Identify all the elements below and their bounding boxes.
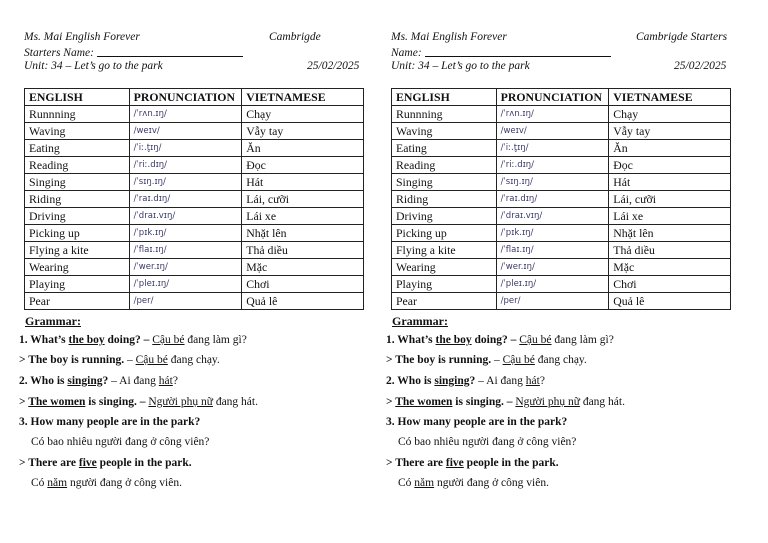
- date: 25/02/2025: [307, 60, 360, 72]
- cell-english: Riding: [25, 191, 130, 208]
- cell-english: Singing: [25, 174, 130, 191]
- cell-pronunciation: /ˈraɪ.dɪŋ/: [496, 191, 609, 208]
- cell-pronunciation: /ˈiː.t̬ɪŋ/: [129, 140, 242, 157]
- a2-text: is singing. –: [85, 396, 149, 408]
- cell-pronunciation: /ˈiː.t̬ɪŋ/: [496, 140, 609, 157]
- teacher-name: Ms. Mai English Forever: [24, 31, 140, 43]
- q1-text: doing? –: [471, 334, 520, 346]
- grammar-question-3-vi: Có bao nhiêu người đang ở công viên?: [398, 436, 577, 448]
- grammar-answer-1: [19, 354, 220, 366]
- grammar-question-1: [386, 334, 614, 346]
- a1-vi-underlined: Cậu bé: [502, 354, 535, 366]
- cell-vietnamese: Thả diều: [242, 242, 364, 259]
- cell-pronunciation: /per/: [129, 293, 242, 310]
- cell-english: Reading: [392, 157, 497, 174]
- q2-vi-text: – Ai đang: [475, 375, 526, 387]
- cell-pronunciation: /ˈflaɪ.ɪŋ/: [496, 242, 609, 259]
- cell-pronunciation: /ˈpɪk.ɪŋ/: [496, 225, 609, 242]
- cell-english: Pear: [25, 293, 130, 310]
- table-row: [25, 157, 364, 174]
- grammar-question-3-vi: Có bao nhiêu người đang ở công viên?: [31, 436, 210, 448]
- table-row: [25, 174, 364, 191]
- cell-vietnamese: Chơi: [242, 276, 364, 293]
- cell-english: Wearing: [392, 259, 497, 276]
- q1-underlined: the boy: [435, 334, 472, 346]
- q1-underlined: the boy: [68, 334, 105, 346]
- a3-text: people in the park.: [463, 457, 559, 469]
- grammar-question-1: [19, 334, 247, 346]
- table-row: [25, 242, 364, 259]
- cell-english: Picking up: [392, 225, 497, 242]
- grammar-question-3: 3. How many people are in the park?: [19, 416, 201, 428]
- a2-vi-text: đang hát.: [212, 396, 258, 408]
- a3-vi-text: người đang ở công viên.: [67, 477, 182, 489]
- cell-vietnamese: Quả lê: [242, 293, 364, 310]
- cell-vietnamese: Nhặt lên: [242, 225, 364, 242]
- cell-vietnamese: Vẫy tay: [609, 123, 731, 140]
- name-label: Starters Name:: [24, 47, 94, 59]
- q2-underlined: singing: [67, 375, 103, 387]
- col-vietnamese: VIETNAMESE: [242, 89, 364, 106]
- table-row: [392, 208, 731, 225]
- cell-pronunciation: /ˈflaɪ.ɪŋ/: [129, 242, 242, 259]
- table-row: [25, 225, 364, 242]
- cell-vietnamese: Chạy: [242, 106, 364, 123]
- cell-english: Flying a kite: [392, 242, 497, 259]
- cell-vietnamese: Ăn: [609, 140, 731, 157]
- grammar-question-2: [19, 375, 178, 387]
- a3-vi-underlined: năm: [414, 477, 435, 489]
- q1-vi-text: đang làm gì?: [551, 334, 614, 346]
- table-row: [392, 140, 731, 157]
- table-row: [392, 259, 731, 276]
- a3-vi-text: Có: [31, 477, 48, 489]
- table-row: [392, 106, 731, 123]
- cell-pronunciation: /ˈsɪŋ.ɪŋ/: [129, 174, 242, 191]
- grammar-answer-2: [19, 396, 258, 408]
- a2-underlined: The women: [28, 396, 86, 408]
- cell-pronunciation: /ˈpɪk.ɪŋ/: [129, 225, 242, 242]
- cell-english: Riding: [392, 191, 497, 208]
- a1-vi-text: đang chạy.: [167, 354, 220, 366]
- cell-vietnamese: Hát: [242, 174, 364, 191]
- table-row: [25, 276, 364, 293]
- cell-english: Runnning: [392, 106, 497, 123]
- a1-dash: –: [491, 354, 503, 366]
- cell-english: Driving: [25, 208, 130, 225]
- cell-vietnamese: Lái, cưỡi: [242, 191, 364, 208]
- grammar-answer-1: [386, 354, 587, 366]
- cell-pronunciation: /ˈwer.ɪŋ/: [129, 259, 242, 276]
- q2-vi-underlined: hát: [525, 375, 540, 387]
- student-name-row: [391, 45, 611, 59]
- cell-vietnamese: Hát: [609, 174, 731, 191]
- q1-vi-underlined: Cậu bé: [519, 334, 552, 346]
- cell-english: Picking up: [25, 225, 130, 242]
- course-name: Cambrigde: [269, 31, 321, 43]
- cell-vietnamese: Chơi: [609, 276, 731, 293]
- q2-text: ?: [102, 375, 109, 387]
- table-header-row: [25, 89, 364, 106]
- a3-underlined: five: [78, 457, 97, 469]
- cell-english: Flying a kite: [25, 242, 130, 259]
- vocab-table: [24, 88, 364, 310]
- q1-vi-underlined: Cậu bé: [152, 334, 185, 346]
- table-row: [392, 157, 731, 174]
- grammar-answer-3-vi: [398, 477, 549, 489]
- a1-text: > The boy is running.: [386, 354, 492, 366]
- cell-english: Driving: [392, 208, 497, 225]
- col-english: ENGLISH: [392, 89, 497, 106]
- a2-text: is singing. –: [452, 396, 516, 408]
- cell-english: Singing: [392, 174, 497, 191]
- q2-text: 2. Who is: [19, 375, 68, 387]
- cell-pronunciation: /weɪv/: [129, 123, 242, 140]
- cell-vietnamese: Lái xe: [609, 208, 731, 225]
- a3-underlined: five: [445, 457, 464, 469]
- a3-vi-text: Có: [398, 477, 415, 489]
- q2-text: ?: [469, 375, 476, 387]
- cell-vietnamese: Nhặt lên: [609, 225, 731, 242]
- table-row: [25, 106, 364, 123]
- q2-vi-text: ?: [539, 375, 545, 387]
- q2-vi-text: – Ai đang: [108, 375, 159, 387]
- worksheet-right: [367, 0, 751, 543]
- a3-vi-underlined: năm: [47, 477, 68, 489]
- q1-vi-text: đang làm gì?: [184, 334, 247, 346]
- a2-vi-underlined: Người phụ nữ: [148, 396, 213, 408]
- cell-pronunciation: /ˈsɪŋ.ɪŋ/: [496, 174, 609, 191]
- cell-english: Playing: [25, 276, 130, 293]
- cell-pronunciation: /ˈwer.ɪŋ/: [496, 259, 609, 276]
- table-row: [392, 225, 731, 242]
- cell-pronunciation: /ˈraɪ.dɪŋ/: [129, 191, 242, 208]
- q2-underlined: singing: [434, 375, 470, 387]
- grammar-question-3: 3. How many people are in the park?: [386, 416, 568, 428]
- cell-pronunciation: /ˈriː.dɪŋ/: [496, 157, 609, 174]
- vocab-table: [391, 88, 731, 310]
- a1-vi-text: đang chạy.: [534, 354, 587, 366]
- grammar-answer-2: [386, 396, 625, 408]
- q2-text: 2. Who is: [386, 375, 435, 387]
- name-line: [97, 45, 243, 57]
- a1-vi-underlined: Cậu bé: [135, 354, 168, 366]
- cell-vietnamese: Ăn: [242, 140, 364, 157]
- grammar-answer-3: [386, 457, 559, 469]
- cell-pronunciation: /ˈriː.dɪŋ/: [129, 157, 242, 174]
- grammar-answer-3: [19, 457, 192, 469]
- q2-vi-underlined: hát: [158, 375, 173, 387]
- cell-vietnamese: Lái, cưỡi: [609, 191, 731, 208]
- table-row: [392, 276, 731, 293]
- cell-english: Waving: [25, 123, 130, 140]
- table-header-row: [392, 89, 731, 106]
- unit-title: Unit: 34 – Let’s go to the park: [391, 60, 530, 72]
- cell-english: Waving: [392, 123, 497, 140]
- cell-pronunciation: /weɪv/: [496, 123, 609, 140]
- grammar-answer-3-vi: [31, 477, 182, 489]
- cell-vietnamese: Vẫy tay: [242, 123, 364, 140]
- cell-pronunciation: /ˈpleɪ.ɪŋ/: [129, 276, 242, 293]
- a2-vi-underlined: Người phụ nữ: [515, 396, 580, 408]
- col-english: ENGLISH: [25, 89, 130, 106]
- cell-pronunciation: /ˈpleɪ.ɪŋ/: [496, 276, 609, 293]
- a3-text: people in the park.: [96, 457, 192, 469]
- grammar-title: Grammar:: [25, 314, 81, 328]
- a3-text: > There are: [19, 457, 79, 469]
- q1-text: 1. What’s: [386, 334, 436, 346]
- a2-text: >: [19, 396, 29, 408]
- table-row: [392, 293, 731, 310]
- cell-vietnamese: Quả lê: [609, 293, 731, 310]
- cell-pronunciation: /per/: [496, 293, 609, 310]
- cell-vietnamese: Đọc: [609, 157, 731, 174]
- cell-english: Pear: [392, 293, 497, 310]
- table-row: [25, 140, 364, 157]
- col-pronunciation: PRONUNCIATION: [129, 89, 242, 106]
- grammar-question-2: [386, 375, 545, 387]
- cell-english: Runnning: [25, 106, 130, 123]
- a3-vi-text: người đang ở công viên.: [434, 477, 549, 489]
- cell-pronunciation: /ˈdraɪ.vɪŋ/: [496, 208, 609, 225]
- a2-text: >: [386, 396, 396, 408]
- table-row: [25, 293, 364, 310]
- name-label: Name:: [391, 47, 422, 59]
- a2-vi-text: đang hát.: [579, 396, 625, 408]
- table-row: [392, 174, 731, 191]
- a1-dash: –: [124, 354, 136, 366]
- cell-english: Reading: [25, 157, 130, 174]
- table-row: [392, 191, 731, 208]
- cell-vietnamese: Thả diều: [609, 242, 731, 259]
- cell-vietnamese: Lái xe: [242, 208, 364, 225]
- cell-pronunciation: /ˈrʌn.ɪŋ/: [129, 106, 242, 123]
- col-vietnamese: VIETNAMESE: [609, 89, 731, 106]
- teacher-name: Ms. Mai English Forever: [391, 31, 507, 43]
- cell-english: Wearing: [25, 259, 130, 276]
- table-row: [25, 191, 364, 208]
- table-row: [392, 242, 731, 259]
- cell-english: Playing: [392, 276, 497, 293]
- date: 25/02/2025: [674, 60, 727, 72]
- table-row: [25, 123, 364, 140]
- cell-vietnamese: Mặc: [609, 259, 731, 276]
- cell-vietnamese: Chạy: [609, 106, 731, 123]
- a2-underlined: The women: [395, 396, 453, 408]
- table-row: [25, 208, 364, 225]
- cell-pronunciation: /ˈdraɪ.vɪŋ/: [129, 208, 242, 225]
- cell-english: Eating: [392, 140, 497, 157]
- student-name-row: [24, 45, 243, 59]
- table-row: [392, 123, 731, 140]
- a3-text: > There are: [386, 457, 446, 469]
- course-name: Cambrigde Starters: [636, 31, 728, 43]
- cell-vietnamese: Đọc: [242, 157, 364, 174]
- cell-english: Eating: [25, 140, 130, 157]
- q1-text: 1. What’s: [19, 334, 69, 346]
- table-row: [25, 259, 364, 276]
- q1-text: doing? –: [104, 334, 153, 346]
- name-line: [425, 45, 611, 57]
- grammar-title: Grammar:: [392, 314, 448, 328]
- cell-vietnamese: Mặc: [242, 259, 364, 276]
- q2-vi-text: ?: [172, 375, 178, 387]
- cell-pronunciation: /ˈrʌn.ɪŋ/: [496, 106, 609, 123]
- a1-text: > The boy is running.: [19, 354, 125, 366]
- col-pronunciation: PRONUNCIATION: [496, 89, 609, 106]
- unit-title: Unit: 34 – Let’s go to the park: [24, 60, 163, 72]
